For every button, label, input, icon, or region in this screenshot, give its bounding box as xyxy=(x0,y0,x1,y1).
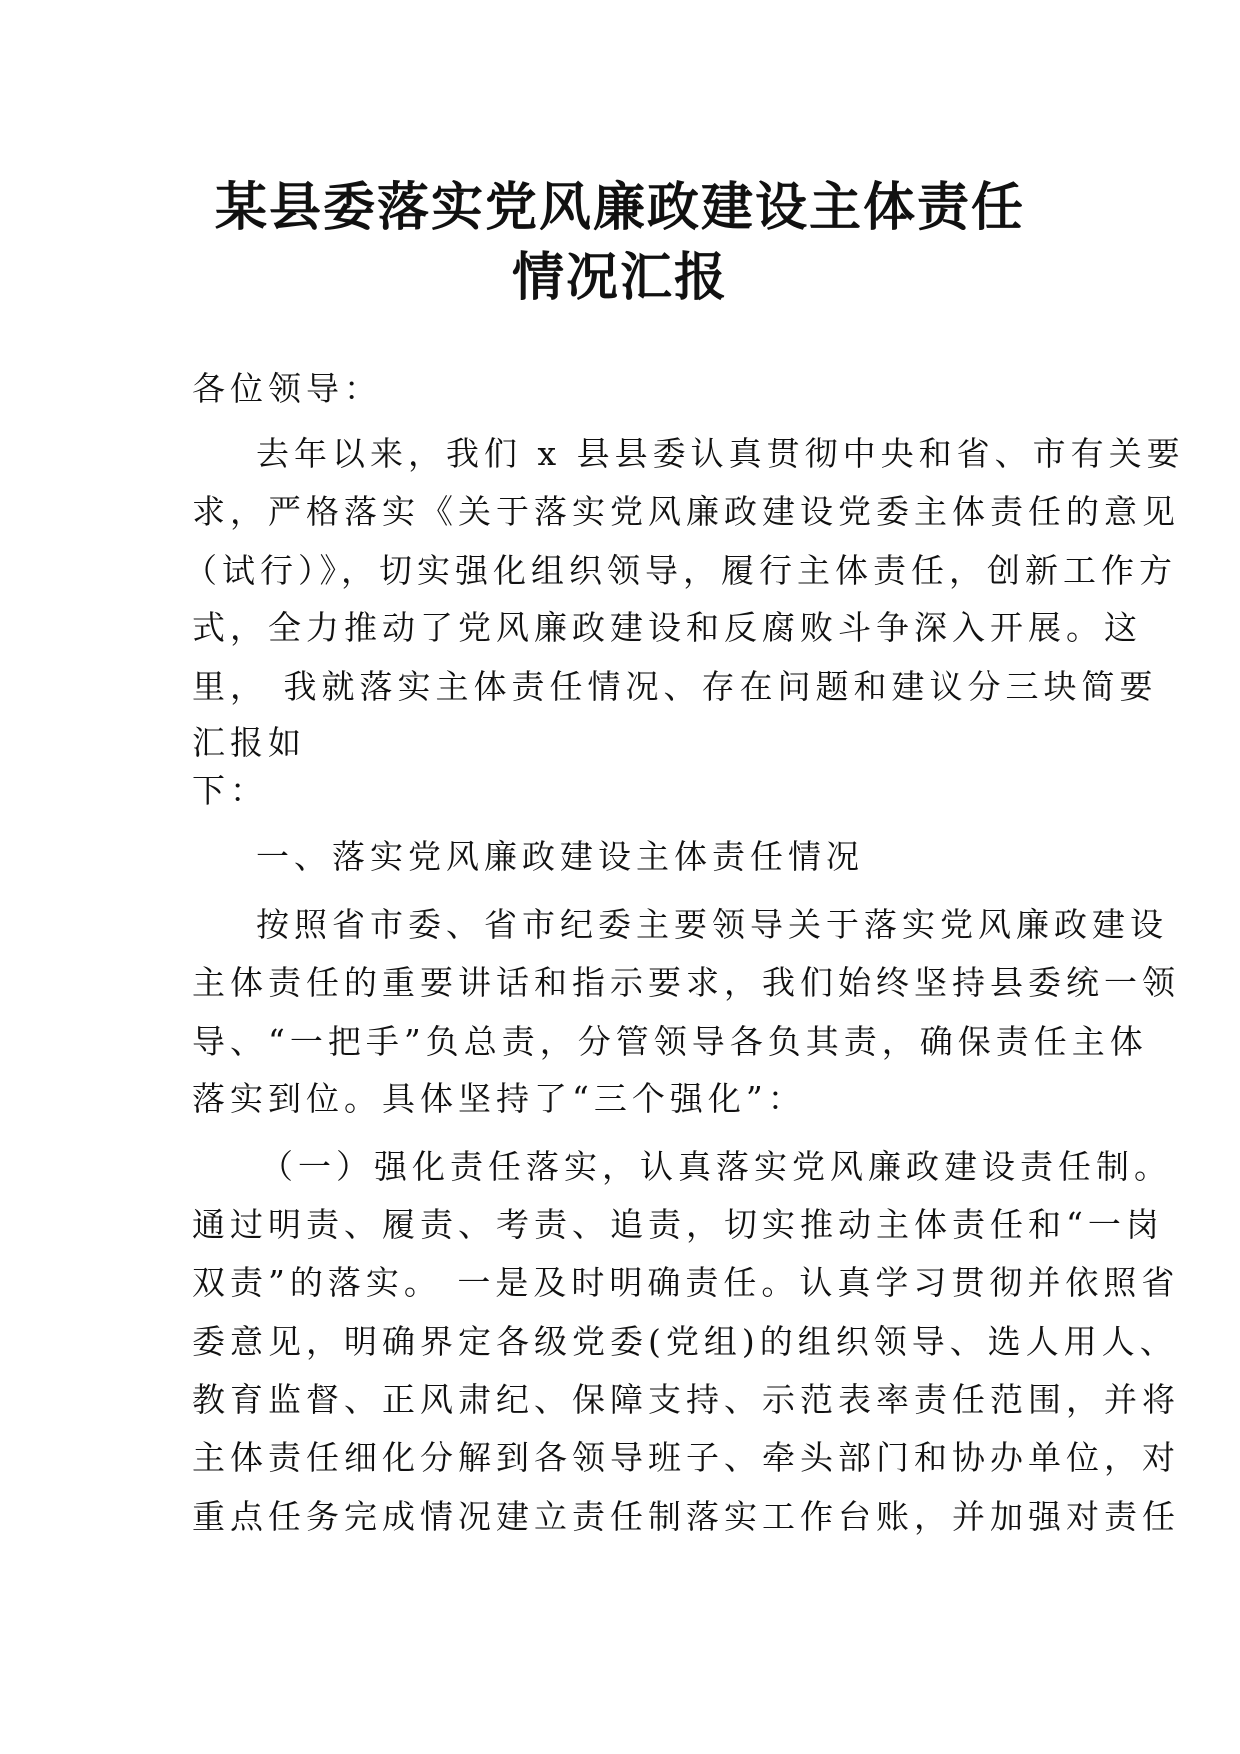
body-line: 式，全力推动了党风廉政建设和反腐败斗争深入开展。这 xyxy=(192,608,1142,647)
body-line: 主体责任细化分解到各领导班子、牵头部门和协办单位，对 xyxy=(192,1438,1180,1477)
body-line: 主体责任的重要讲话和指示要求，我们始终坚持县委统一领 xyxy=(192,963,1180,1002)
body-line: （试行）》，切实强化组织领导，履行主体责任，创新工作方 xyxy=(184,551,1177,590)
body-line: 按照省市委、省市纪委主要领导关于落实党风廉政建设 xyxy=(256,905,1168,944)
section-heading: 一、落实党风廉政建设主体责任情况 xyxy=(256,837,864,876)
body-line: 双责”的落实。 一是及时明确责任。认真学习贯彻并依照省 xyxy=(192,1263,1180,1302)
body-line: 委意见，明确界定各级党委(党组)的组织领导、选人用人、 xyxy=(192,1322,1178,1361)
body-line: 下： xyxy=(192,771,268,810)
body-line: 重点任务完成情况建立责任制落实工作台账，并加强对责任 xyxy=(192,1497,1180,1536)
document-title-line-1: 某县委落实党风廉政建设主体责任 xyxy=(214,178,1025,238)
body-line: 教育监督、正风肃纪、保障支持、示范表率责任范围，并将 xyxy=(192,1380,1180,1419)
body-line: 汇报如 xyxy=(192,723,306,762)
body-line: 里， 我就落实主体责任情况、存在问题和建议分三块简要 xyxy=(192,667,1158,706)
body-line: 导、“一把手”负总责，分管领导各负其责，确保责任主体 xyxy=(192,1022,1148,1061)
subsection-heading: （一）强化责任落实，认真落实党风廉政建设责任制。 xyxy=(260,1147,1172,1186)
salutation: 各位领导： xyxy=(192,369,382,408)
document-title-line-2: 情况汇报 xyxy=(511,248,728,308)
body-line: 落实到位。具体坚持了“三个强化”： xyxy=(192,1079,806,1118)
body-line: 通过明责、履责、考责、追责，切实推动主体责任和“一岗 xyxy=(192,1205,1164,1244)
body-line: 求，严格落实《关于落实党风廉政建设党委主体责任的意见 xyxy=(192,492,1180,531)
body-line: 去年以来，我们 x 县县委认真贯彻中央和省、市有关要 xyxy=(256,434,1185,473)
